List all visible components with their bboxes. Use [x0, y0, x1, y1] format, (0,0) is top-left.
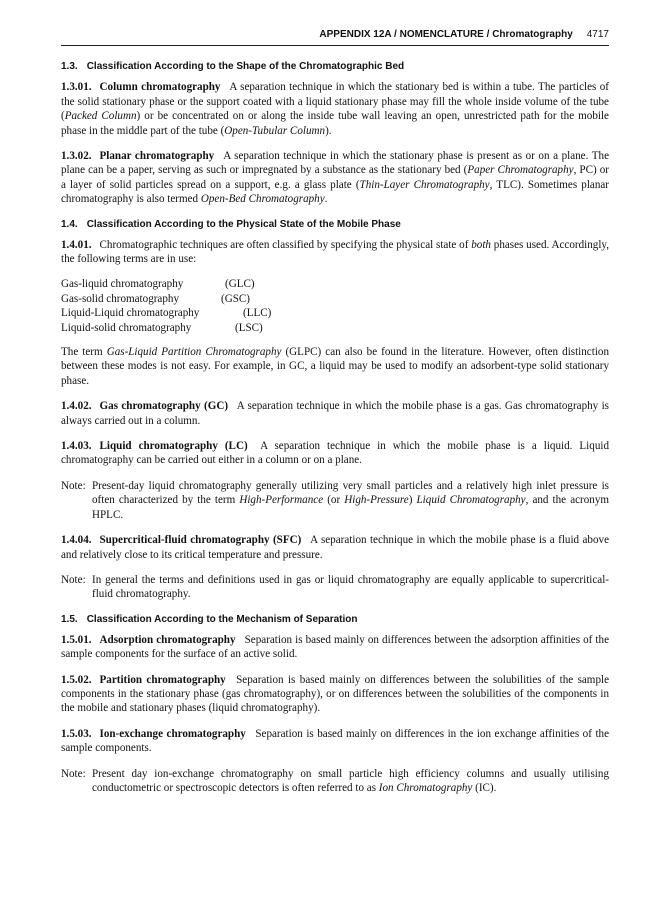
list-item: Liquid-solid chromatography (LSC): [61, 321, 263, 334]
entry-1-4-02: 1.4.02. Gas chromatography (GC) A separation technique in which the mobile phase is a gas. Gas chromatography is always carried out in a column.: [61, 400, 609, 427]
entry-1-5-03: 1.5.03. Ion-exchange chromatography Separation is based mainly on differences in the ion exchange affinities of the sample components.: [61, 727, 609, 755]
term-heading: Ion-exchange chromatography: [99, 727, 246, 740]
entry-1-5-01: 1.5.01. Adsorption chromatography Separation is based mainly on differences between the adsorption affinities of the sample components for the surface of an active solid.: [61, 633, 609, 661]
list-item: Gas-solid chromatography (GSC): [61, 292, 250, 305]
list-item: Liquid-Liquid chromatography (LLC): [61, 307, 272, 320]
term-heading: Supercritical-fluid chromatography (SFC): [99, 534, 302, 547]
note-label: Note:: [61, 767, 86, 780]
term-heading: Liquid chromatography (LC): [99, 440, 248, 453]
section-heading-1-4: 1.4. Classification According to the Physical State of the Mobile Phase: [61, 218, 401, 230]
note-sfc: Note: In general the terms and definitions used in gas or liquid chromatography are equally applicable to supercritical-fluid chromatography.: [61, 573, 609, 601]
entry-1-3-01: 1.3.01. Column chromatography A separation technique in which the stationary bed is within a tube. The particles of the solid stationary phase or the support coated with a liquid stationary phase may fill the whole inside volume of the tube (Packed Column) or be concentrated on or along the inside tube wall leaving an open, unrestricted path for the mobile phase in the middle part of the tube (Open-Tubular Column).: [61, 81, 609, 137]
running-header: [61, 28, 609, 46]
term-heading: Planar chromatography: [99, 150, 215, 163]
page-number: 4717: [586, 29, 609, 40]
document-page: [61, 28, 609, 806]
entry-1-4-04: 1.4.04. Supercritical-fluid chromatography (SFC) A separation technique in which the mobile phase is a fluid above and relatively close to its critical temperature and pressure.: [61, 534, 609, 561]
section-heading-1-3: 1.3. Classification According to the Shape of the Chromatographic Bed: [61, 61, 405, 73]
glpc-paragraph: The term Gas-Liquid Partition Chromatography (GLPC) can also be found in the literature. However, often distinction between these modes is not easy. For example, in GC, a liquid may be used to modify an adsorbent-type solid stationary phase.: [61, 346, 609, 387]
note-hplc: Note: Present-day liquid chromatography generally utilizing very small particles and a relatively high inlet pressure is often characterized by the term High-Performance (or High-Pressure) Liquid Chromatography, and the acronym HPLC.: [61, 479, 609, 521]
entry-1-4-03: 1.4.03. Liquid chromatography (LC) A separation technique in which the mobile phase is a liquid. Liquid chromatography can be carried out either in a column or on a plane.: [61, 440, 609, 467]
term-heading: Column chromatography: [99, 81, 221, 94]
list-item: Gas-liquid chromatography (GLC): [61, 278, 255, 291]
term-heading: Adsorption chromatography: [99, 633, 236, 646]
running-title: APPENDIX 12A / NOMENCLATURE / Chromatography: [319, 29, 573, 40]
note-ion-chromatography: Note: Present day ion-exchange chromatography on small particle high efficiency columns and usually utilising conductometric or spectroscopic detectors is often referred to as Ion Chromatography (IC).: [61, 767, 609, 794]
entry-1-5-02: 1.5.02. Partition chromatography Separation is based mainly on differences between the solubilities of the sample components in the stationary phase (gas chromatography), or on differences between the solubilities of the components in the mobile and stationary phases (liquid chromatography).: [61, 673, 609, 715]
term-heading: Gas chromatography (GC): [99, 400, 229, 413]
terms-list: [61, 277, 609, 335]
note-label: Note:: [61, 573, 86, 586]
entry-1-4-01: 1.4.01. Chromatographic techniques are often classified by specifying the physical state of both phases used. Accordingly, the following terms are in use:: [61, 238, 610, 266]
term-heading: Partition chromatography: [99, 673, 226, 686]
note-label: Note:: [61, 479, 86, 492]
section-heading-1-5: 1.5. Classification According to the Mechanism of Separation: [61, 613, 358, 625]
entry-1-3-02: 1.3.02. Planar chromatography A separation technique in which the stationary phase is present as or on a plane. The plane can be a paper, serving as such or impregnated by a substance as the stationary bed (Paper Chromatography, PC) or a layer of solid particles spread on a support, e.g. a glass plate (Thin-Layer Chromatography, TLC). Sometimes planar chromatography is also termed Open-Bed Chromatography.: [61, 150, 610, 206]
